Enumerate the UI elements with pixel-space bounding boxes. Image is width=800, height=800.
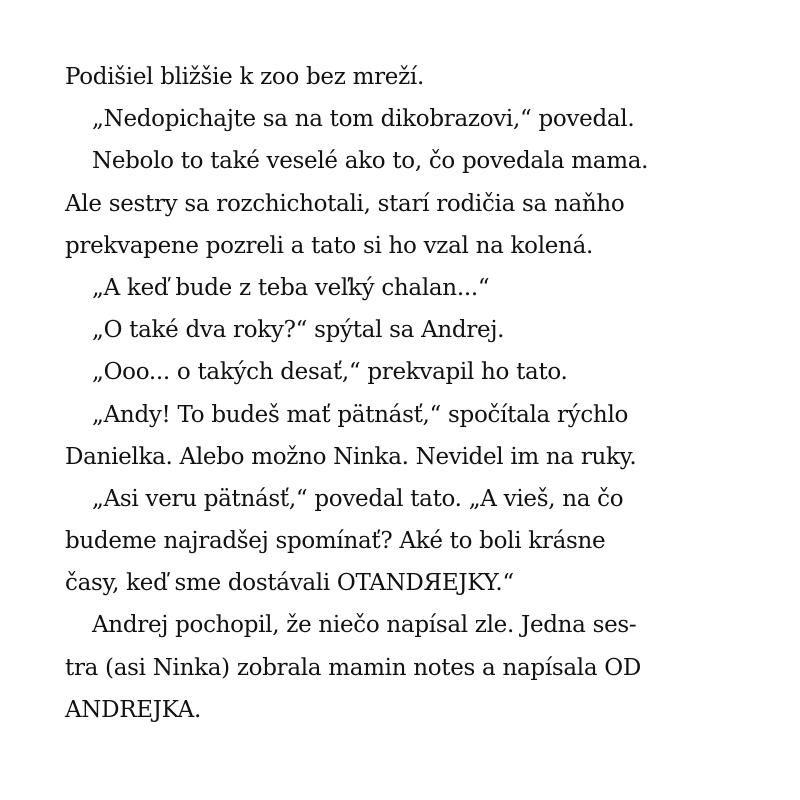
- text-line: časy, keď sme dostávali OTANDЯEJKY.“: [65, 570, 514, 597]
- text-line: „Nedopichajte sa na tom dikobrazovi,“ povedal.: [92, 106, 635, 133]
- text-line: Danielka. Alebo možno Ninka. Nevidel im na ruky.: [65, 443, 637, 470]
- text-line: Podišiel bližšie k zoo bez mreží.: [65, 64, 424, 90]
- text-line: Nebolo to také veselé ako to, čo povedala mama.: [92, 148, 649, 175]
- text-line: Andrej pochopil, že niečo napísal zle. Jedna ses-: [92, 612, 637, 639]
- text-line: „A keď bude z teba veľký chalan...“: [92, 274, 490, 301]
- text-line: Ale sestry sa rozchichotali, starí rodičia sa naňho: [65, 190, 625, 217]
- text-line: „Andy! To budeš mať pätnásť,“ spočítala rýchlo: [92, 401, 629, 428]
- text-line: „O také dva roky?“ spýtal sa Andrej.: [92, 317, 505, 344]
- text-line: budeme najradšej spomínať? Aké to boli krásne: [65, 528, 606, 555]
- text-line: „Ooo... o takých desať,“ prekvapil ho tato.: [92, 359, 568, 386]
- text-line: ANDREJKA.: [65, 696, 201, 723]
- text-line: „Asi veru pätnásť,“ povedal tato. „A vieš, na čo: [92, 485, 624, 512]
- story-text: [65, 56, 745, 731]
- text-line: tra (asi Ninka) zobrala mamin notes a napísala OD: [65, 654, 641, 681]
- text-line: prekvapene pozreli a tato si ho vzal na kolená.: [65, 232, 593, 259]
